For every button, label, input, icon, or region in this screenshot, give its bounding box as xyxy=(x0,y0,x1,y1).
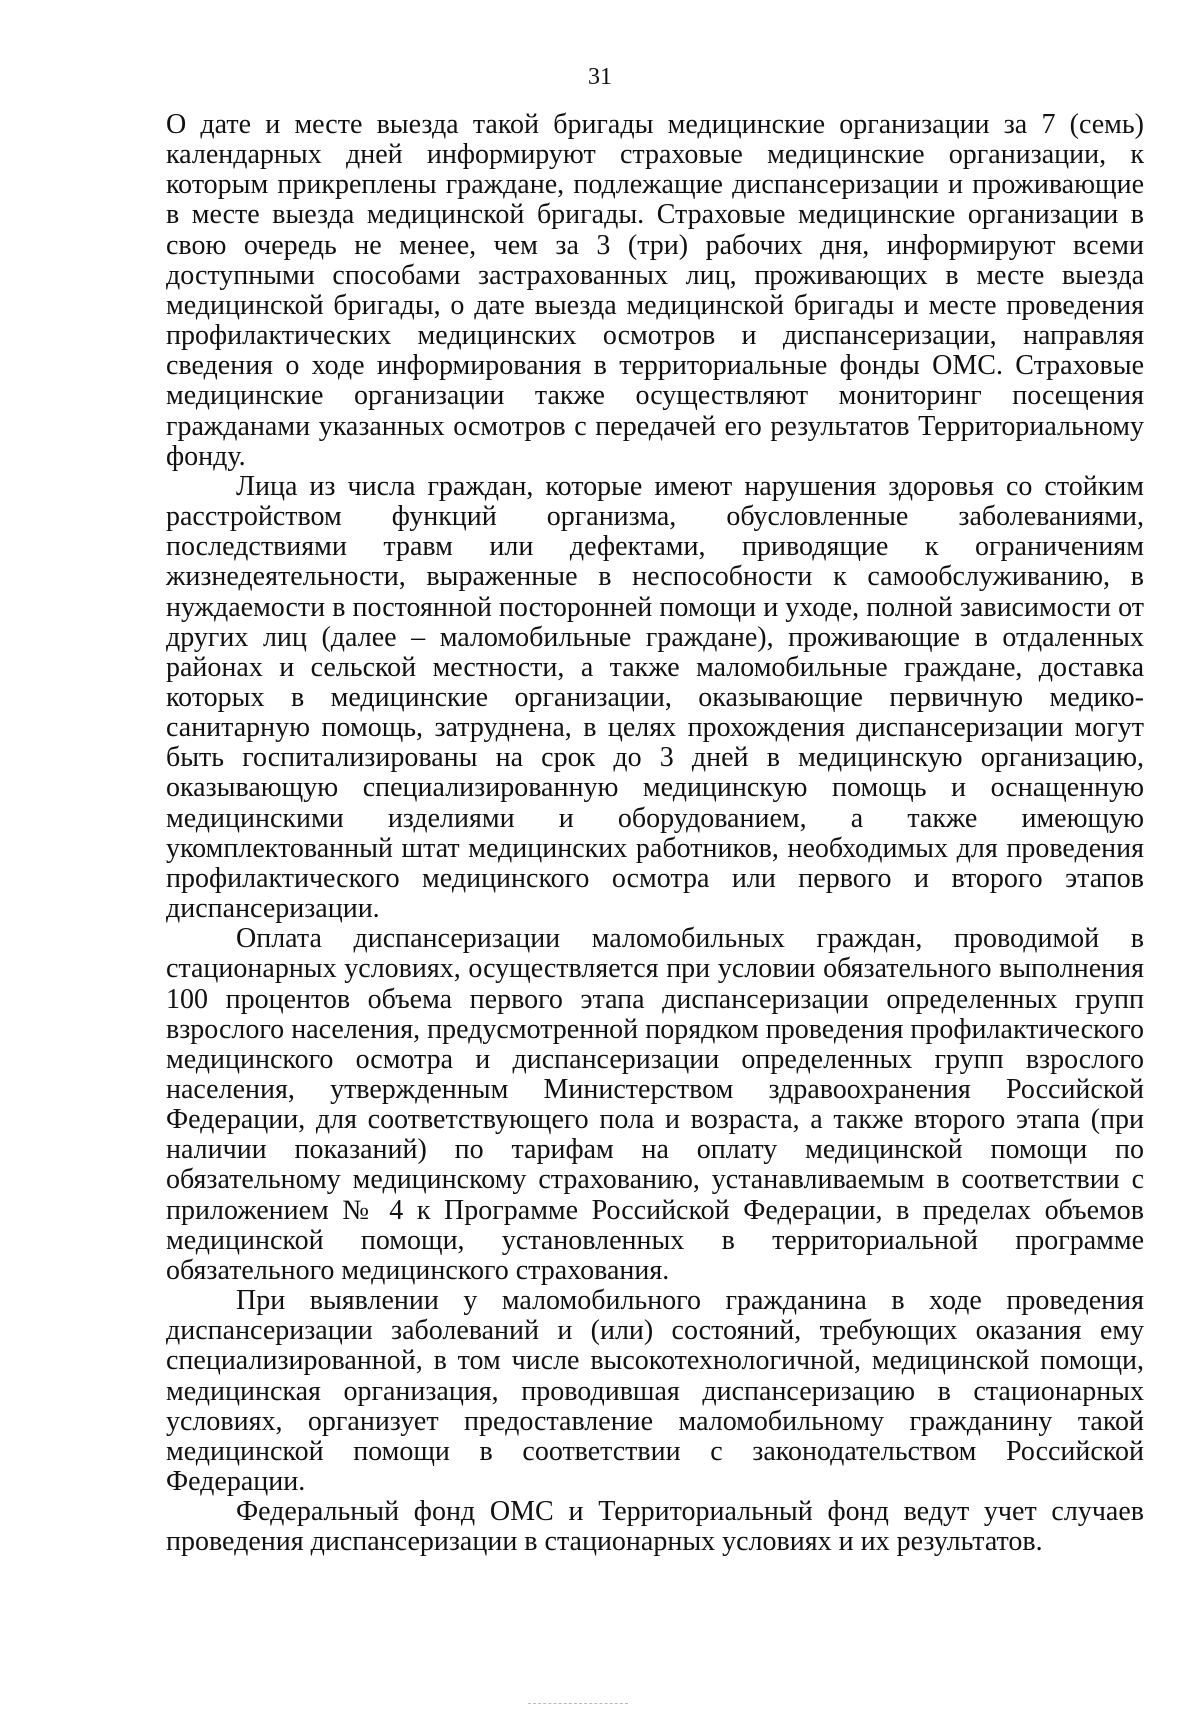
paragraph-low-mobility-hospitalization: Лица из числа граждан, которые имеют нарушения здоровья со стойким расстройством функций организма, обусловленные заболеваниями, последствиями травм или дефектами, приводящие к ограничениям жизнедеятельности, выраженные в неспособности к самообслуживанию, в нуждаемости в постоянной посторонней помощи и уходе, полной зависимости от других лиц (далее – маломобильные граждане), проживающие в отдаленных районах и сельской местности, а также маломобильные граждане, доставка которых в медицинские организации, оказывающие первичную медико-санитарную помощь, затруднена, в целях прохождения диспансеризации могут быть госпитализированы на срок до 3 дней в медицинскую организацию, оказывающую специализированную медицинскую помощь и оснащенную медицинскими изделиями и оборудованием, а также имеющую укомплектованный штат медицинских работников, необходимых для проведения профилактического медицинского осмотра или первого и второго этапов диспансеризации. xyxy=(166,470,1144,925)
scan-edge-mark xyxy=(528,1703,628,1705)
paragraph-citizen-notification: О дате и месте выезда такой бригады медицинские организации за 7 (семь) календарных дней информируют страховые медицинские организации, к которым прикреплены граждане, подлежащие диспансеризации и проживающие в месте выезда медицинской бригады. Страховые медицинские организации в свою очередь не менее, чем за 3 (три) рабочих дня, информируют всеми доступными способами застрахованных лиц, проживающих в месте выезда медицинской бригады, о дате выезда медицинской бригады и месте проведения профилактических медицинских осмотров и диспансеризации, направляя сведения о ходе информирования в территориальные фонды ОМС. Страховые медицинские организации также осуществляют мониторинг посещения гражданами указанных осмотров с передачей его результатов Территориальному фонду. xyxy=(166,109,1144,472)
paragraph-fund-accounting: Федеральный фонд ОМС и Территориальный фонд ведут учет случаев проведения диспансеризации в стационарных условиях и их результатов. xyxy=(166,1496,1144,1558)
paragraph-payment-conditions: Оплата диспансеризации маломобильных граждан, проводимой в стационарных условиях, осуществляется при условии обязательного выполнения 100 процентов объема первого этапа диспансеризации определенных групп взрослого населения, предусмотренной порядком проведения профилактического медицинского осмотра и диспансеризации определенных групп взрослого населения, утвержденным Министерством здравоохранения Российской Федерации, для соответствующего пола и возраста, а также второго этапа (при наличии показаний) по тарифам на оплату медицинской помощи по обязательному медицинскому страхованию, устанавливаемым в соответствии с приложением № 4 к Программе Российской Федерации, в пределах объемов медицинской помощи, установленных в территориальной программе обязательного медицинского страхования. xyxy=(166,923,1144,1286)
paragraph-specialized-care: При выявлении у маломобильного гражданина в ходе проведения диспансеризации заболеваний и (или) состояний, требующих оказания ему специализированной, в том числе высокотехнологичной, медицинской помощи, медицинская организация, проводившая диспансеризацию в стационарных условиях, организует предоставление маломобильному гражданину такой медицинской помощи в соответствии с законодательством Российской Федерации. xyxy=(166,1285,1144,1498)
page-number: 31 xyxy=(588,64,612,90)
document-body xyxy=(166,110,1144,1558)
